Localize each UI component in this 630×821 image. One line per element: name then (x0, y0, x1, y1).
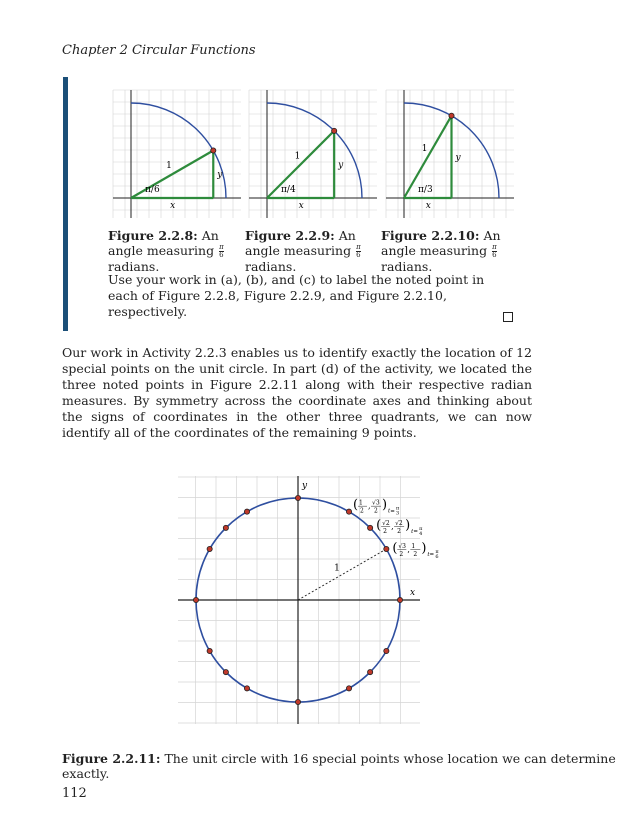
pi-over-6-fraction: $\frac{\pi}{6}$ (219, 243, 224, 259)
angle-label: π/4 (281, 185, 296, 195)
caption-label: Figure 2.2.8: (108, 228, 198, 243)
figure-2-2-10 (386, 90, 514, 218)
task-text: Use your work in (a), (b), and (c) to label the noted point in each of Figure 2.2.8, Figure 2.2.9, and Figure 2.2.10, respectively. (108, 272, 485, 319)
t-denominator: 4 (419, 530, 423, 537)
special-point (384, 546, 389, 551)
figure-2-2-9 (249, 90, 377, 218)
close-paren: ) (382, 497, 388, 513)
t-numerator: π (419, 525, 423, 532)
comma: , (407, 545, 410, 554)
coordinate-annotation (392, 541, 439, 560)
caption-figure-2-2-8 (108, 228, 233, 274)
hypotenuse (267, 131, 334, 198)
t-denominator: 6 (435, 554, 439, 560)
angle-label: π/3 (418, 185, 433, 195)
caption-figure-2-2-9 (245, 228, 370, 274)
coordinate-annotation (353, 498, 400, 517)
caption-text: The unit circle with 16 special points whose location we can determine exactly. (62, 751, 616, 781)
y-axis-label: y (302, 481, 308, 491)
open-paren: ( (376, 517, 382, 533)
x-leg-label: x (425, 201, 431, 211)
x-denominator: 2 (399, 551, 404, 558)
caption-post: radians. (245, 259, 297, 274)
caption-label: Figure 2.2.10: (381, 228, 480, 243)
pi-over-6-fraction: $\frac{\pi}{6}$ (492, 243, 497, 259)
special-point (207, 546, 212, 551)
hypotenuse-label: 1 (421, 143, 428, 154)
t-label: t= (411, 528, 418, 535)
caption-figure-2-2-11 (62, 751, 630, 781)
figure-2-2-11 (170, 472, 439, 727)
t-numerator: π (396, 505, 400, 512)
special-point (397, 597, 402, 602)
caption-post: radians. (108, 259, 160, 274)
noted-point (449, 113, 454, 118)
special-point (207, 648, 212, 653)
angle-label: π/6 (145, 185, 160, 195)
t-denominator: 3 (396, 510, 400, 517)
noted-point (332, 128, 337, 133)
special-point (193, 597, 198, 602)
open-paren: ( (392, 541, 398, 556)
special-point (244, 686, 249, 691)
t-label: t= (388, 508, 395, 515)
running-header: Chapter 2 Circular Functions (62, 43, 256, 58)
body-paragraph: Our work in Activity 2.2.3 enables us to identify exactly the location of 12 special points on the unit circle. In part (d) of the activity, we located the three noted points in Figure 2.2.11 along with their respective radian measures. By symmetry across the coordinate axes and thinking about the signs of coordinates in the other three quadrants, we can now identify all of the coordinates of the remaining 9 points. (62, 345, 532, 440)
y-leg-label: y (338, 160, 344, 171)
radius-label: 1 (334, 563, 340, 574)
x-leg-label: x (170, 201, 176, 211)
x-denominator: 2 (383, 527, 387, 535)
y-leg-label: y (455, 152, 461, 163)
caption-figure-2-2-10 (381, 228, 506, 274)
special-point (368, 670, 373, 675)
caption-pre: An angle measuring (108, 228, 219, 258)
x-denominator: 2 (360, 507, 364, 515)
radius-line (298, 549, 386, 600)
y-denominator: 2 (413, 551, 418, 558)
hypotenuse-label: 1 (166, 161, 172, 172)
y-numerator: 1 (411, 543, 416, 550)
special-point (346, 509, 351, 514)
coordinate-annotation (376, 518, 423, 537)
comma: , (391, 521, 394, 531)
close-paren: ) (405, 517, 411, 533)
noted-point (211, 148, 216, 153)
x-numerator: √3 (398, 543, 406, 550)
caption-label: Figure 2.2.9: (245, 228, 335, 243)
caption-label: Figure 2.2.11: (62, 751, 161, 766)
close-paren: ) (421, 541, 427, 556)
special-point (384, 648, 389, 653)
open-paren: ( (353, 497, 359, 513)
x-numerator: √2 (382, 519, 390, 527)
x-numerator: 1 (359, 499, 363, 507)
caption-pre: An angle measuring (245, 228, 356, 258)
special-point (368, 525, 373, 530)
x-leg-label: x (298, 201, 304, 211)
t-label: t= (427, 552, 435, 558)
special-point (223, 525, 228, 530)
page-number: 112 (62, 786, 87, 801)
pi-over-6-fraction: $\frac{\pi}{6}$ (356, 243, 361, 259)
end-of-activity-box (503, 312, 513, 322)
special-point (223, 670, 228, 675)
y-denominator: 2 (374, 507, 378, 515)
t-numerator: π (435, 549, 439, 555)
special-point (346, 686, 351, 691)
comma: , (368, 501, 371, 511)
y-leg-label: y (217, 170, 223, 181)
special-point (295, 495, 300, 500)
caption-post: radians. (381, 259, 433, 274)
y-denominator: 2 (397, 527, 401, 535)
caption-pre: An angle measuring (381, 228, 501, 258)
special-point (295, 699, 300, 704)
special-point (244, 509, 249, 514)
y-numerator: √3 (372, 499, 380, 507)
x-axis-label: x (410, 588, 416, 598)
figure-2-2-8 (113, 90, 241, 218)
hypotenuse-label: 1 (294, 151, 301, 162)
y-numerator: √2 (395, 519, 403, 527)
activity-sidebar-bar (63, 77, 68, 331)
